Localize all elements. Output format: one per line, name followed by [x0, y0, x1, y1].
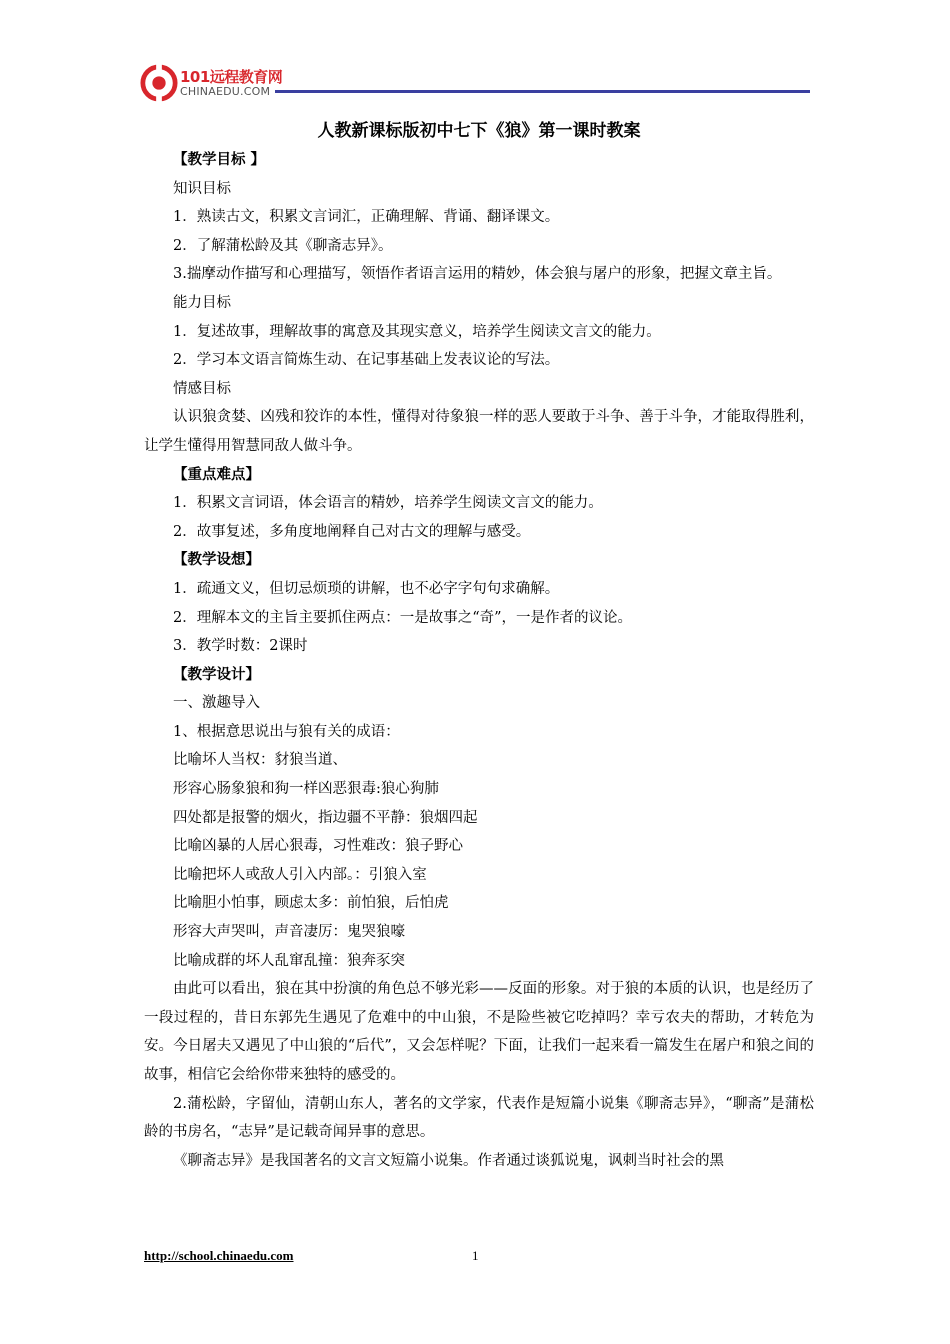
paragraph: 由此可以看出，狼在其中扮演的角色总不够光彩——反面的形象。对于狼的本质的认识，也是经历了一段过程的，昔日东郭先生遇见了危难中的中山狼，不是险些被它吃掉吗？幸亏农夫的帮助，才转危为安。今日屠夫又遇见了中山狼的“后代”，又会怎样呢？下面，让我们一起来看一篇发生在屠户和狼之间的故事，相信它会给你带来独特的感受的。 [144, 981, 814, 1083]
paragraph: 四处都是报警的烟火，指边疆不平静：狼烟四起 [173, 809, 478, 826]
paragraph: 比喻凶暴的人居心狠毒，习性难改：狼子野心 [173, 838, 463, 855]
paragraph-list [144, 146, 814, 1175]
section-heading: 【教学设计】 [173, 666, 260, 683]
paragraph: 2.蒲松龄，字留仙，清朝山东人，著名的文学家，代表作是短篇小说集《聊斋志异》，“聊斋”是蒲松龄的书房名，“志异”是记载奇闻异事的意思。 [144, 1095, 815, 1141]
paragraph: 2．故事复述，多角度地阐释自己对古文的理解与感受。 [173, 523, 531, 540]
section-heading: 【教学设想】 [173, 552, 260, 569]
logo-text-bottom: CHINAEDU.COM [180, 85, 271, 98]
paragraph: 1．熟读古文，积累文言词汇，正确理解、背诵、翻译课文。 [173, 209, 560, 226]
paragraph: 2．理解本文的主旨主要抓住两点：一是故事之“奇”，一是作者的议论。 [173, 609, 633, 626]
page-footer [144, 1248, 814, 1268]
chinaedu-logo-icon [140, 64, 178, 102]
paragraph: 比喻把坏人或敌人引入内部。：引狼入室 [173, 866, 427, 883]
page-number: 1 [472, 1248, 479, 1263]
page-header [140, 62, 810, 112]
paragraph: 1、根据意思说出与狼有关的成语： [173, 723, 400, 740]
footer-url-link[interactable]: http://school.chinaedu.com [144, 1248, 294, 1263]
paragraph: 一、激趣导入 [173, 695, 260, 712]
paragraph: 比喻成群的坏人乱窜乱撞：狼奔豕突 [173, 952, 405, 969]
paragraph: 3．教学时数：2课时 [173, 638, 308, 655]
paragraph: 能力目标 [173, 294, 231, 311]
paragraph: 形容大声哭叫，声音凄厉：鬼哭狼嚎 [173, 924, 405, 941]
section-heading: 【教学目标 】 [173, 152, 266, 168]
logo-text-top: 101远程教育网 [180, 68, 283, 86]
document-body [144, 118, 814, 1175]
paragraph: 2．学习本文语言简炼生动、在记事基础上发表议论的写法。 [173, 352, 560, 369]
paragraph: 形容心肠象狼和狗一样凶恶狠毒:狼心狗肺 [173, 781, 439, 798]
paragraph: 《聊斋志异》是我国著名的文言文短篇小说集。作者通过谈狐说鬼，讽刺当时社会的黑 [173, 1152, 724, 1169]
paragraph: 2．了解蒲松龄及其《聊斋志异》。 [173, 237, 393, 254]
paragraph: 1．疏通文义，但切忌烦琐的讲解，也不必字字句句求确解。 [173, 580, 560, 597]
paragraph: 比喻胆小怕事，顾虑太多：前怕狼，后怕虎 [173, 895, 449, 912]
paragraph: 认识狼贪婪、凶残和狡诈的本性，懂得对待象狼一样的恶人要敢于斗争、善于斗争，才能取得胜利，让学生懂得用智慧同敌人做斗争。 [144, 409, 814, 454]
header-rule [275, 90, 810, 93]
paragraph: 1．复述故事，理解故事的寓意及其现实意义，培养学生阅读文言文的能力。 [173, 323, 661, 340]
paragraph: 1．积累文言词语，体会语言的精妙，培养学生阅读文言文的能力。 [173, 495, 603, 512]
paragraph: 3.揣摩动作描写和心理描写，领悟作者语言运用的精妙，体会狼与屠户的形象，把握文章主旨。 [173, 266, 782, 283]
paragraph: 情感目标 [173, 380, 231, 397]
paragraph: 比喻坏人当权：豺狼当道、 [173, 752, 347, 769]
document-title: 人教新课标版初中七下《狼》第一课时教案 [317, 121, 641, 141]
paragraph: 知识目标 [173, 180, 231, 197]
section-heading: 【重点难点】 [173, 466, 260, 483]
